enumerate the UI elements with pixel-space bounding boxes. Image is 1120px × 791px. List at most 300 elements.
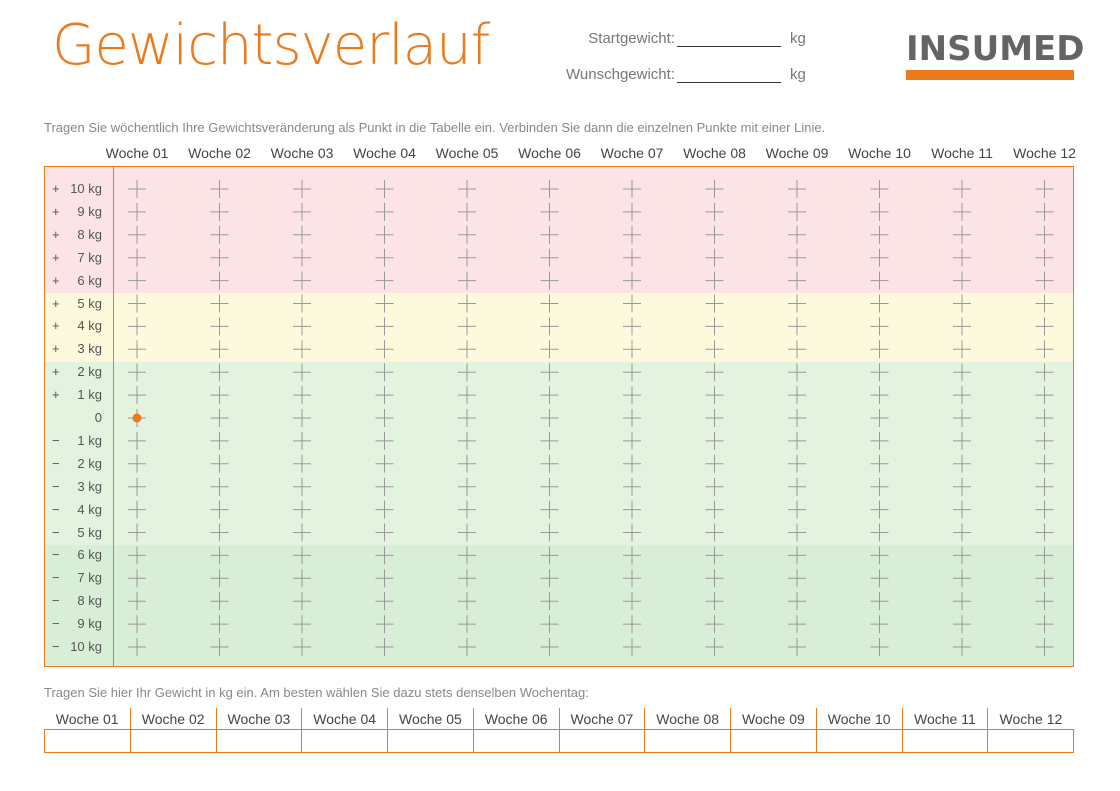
entry-weight-cell-4[interactable] (302, 730, 388, 753)
grid-plus-mark[interactable] (211, 272, 229, 290)
grid-plus-mark[interactable] (1036, 226, 1054, 244)
grid-plus-mark[interactable] (706, 638, 724, 656)
grid-plus-mark[interactable] (458, 501, 476, 519)
start-weight-label: Startgewicht: (588, 30, 675, 47)
grid-plus-mark[interactable] (1036, 340, 1054, 358)
grid-plus-mark[interactable] (376, 592, 394, 610)
row-label-value: 7 kg (77, 249, 102, 265)
grid-plus-mark[interactable] (953, 546, 971, 564)
grid-plus-mark[interactable] (871, 180, 889, 198)
grid-plus-mark[interactable] (788, 615, 806, 633)
entry-weight-cell-8[interactable] (645, 730, 731, 753)
grid-plus-mark[interactable] (706, 317, 724, 335)
grid-plus-mark[interactable] (1036, 569, 1054, 587)
grid-plus-mark[interactable] (1036, 478, 1054, 496)
grid-plus-mark[interactable] (706, 455, 724, 473)
chart-instruction: Tragen Sie wöchentlich Ihre Gewichtsveränderung als Punkt in die Tabelle ein. Verbinden Sie dann die einzelnen Punkte mit einer Linie. (44, 120, 826, 135)
grid-plus-mark[interactable] (1036, 524, 1054, 542)
grid-plus-mark[interactable] (376, 638, 394, 656)
grid-plus-mark[interactable] (871, 432, 889, 450)
grid-plus-mark[interactable] (128, 295, 146, 313)
grid-plus-mark[interactable] (953, 501, 971, 519)
grid-plus-mark[interactable] (128, 592, 146, 610)
grid-plus-mark[interactable] (871, 455, 889, 473)
week-header-8: Woche 08 (683, 145, 746, 161)
grid-plus-mark[interactable] (788, 317, 806, 335)
grid-plus-mark[interactable] (541, 409, 559, 427)
grid-plus-mark[interactable] (706, 295, 724, 313)
entry-week-header-6: Woche 06 (473, 708, 559, 730)
grid-plus-mark[interactable] (706, 432, 724, 450)
grid-plus-mark[interactable] (953, 478, 971, 496)
grid-plus-mark[interactable] (458, 317, 476, 335)
grid-plus-mark[interactable] (211, 615, 229, 633)
grid-plus-mark[interactable] (458, 386, 476, 404)
grid-plus-mark[interactable] (128, 249, 146, 267)
row-label-sign: − (52, 455, 60, 471)
grid-plus-mark[interactable] (706, 386, 724, 404)
grid-plus-mark[interactable] (211, 317, 229, 335)
grid-plus-mark[interactable] (706, 569, 724, 587)
grid-plus-mark[interactable] (541, 638, 559, 656)
grid-plus-mark[interactable] (953, 432, 971, 450)
grid-plus-mark[interactable] (706, 546, 724, 564)
grid-plus-mark[interactable] (293, 340, 311, 358)
grid-plus-mark[interactable] (788, 478, 806, 496)
grid-plus-mark[interactable] (376, 524, 394, 542)
page-title: Gewichtsverlauf (52, 13, 490, 78)
week-header-6: Woche 06 (518, 145, 581, 161)
grid-plus-mark[interactable] (871, 249, 889, 267)
grid-plus-mark[interactable] (623, 569, 641, 587)
row-label-sign: + (52, 249, 60, 265)
grid-plus-mark[interactable] (706, 478, 724, 496)
grid-plus-mark[interactable] (541, 295, 559, 313)
grid-plus-mark[interactable] (541, 546, 559, 564)
grid-plus-mark[interactable] (623, 478, 641, 496)
grid-plus-mark[interactable] (788, 524, 806, 542)
grid-plus-mark[interactable] (706, 524, 724, 542)
grid-plus-mark[interactable] (871, 226, 889, 244)
grid-plus-mark[interactable] (1036, 317, 1054, 335)
grid-plus-mark[interactable] (953, 363, 971, 381)
grid-plus-mark[interactable] (293, 478, 311, 496)
grid-plus-mark[interactable] (788, 501, 806, 519)
grid-plus-mark[interactable] (953, 295, 971, 313)
entry-weight-cell-9[interactable] (731, 730, 817, 753)
grid-plus-mark[interactable] (128, 455, 146, 473)
week-header-5: Woche 05 (435, 145, 499, 161)
grid-plus-mark[interactable] (788, 363, 806, 381)
grid-plus-mark[interactable] (623, 432, 641, 450)
grid-plus-mark[interactable] (458, 455, 476, 473)
row-label-value: 5 kg (77, 295, 102, 311)
grid-plus-mark[interactable] (871, 203, 889, 221)
grid-plus-mark[interactable] (1036, 295, 1054, 313)
grid-plus-mark[interactable] (1036, 249, 1054, 267)
grid-plus-mark[interactable] (953, 226, 971, 244)
row-label-sign: − (52, 593, 60, 609)
grid-plus-mark[interactable] (541, 501, 559, 519)
grid-plus-mark[interactable] (623, 363, 641, 381)
grid-plus-mark[interactable] (871, 295, 889, 313)
grid-plus-mark[interactable] (128, 569, 146, 587)
grid-plus-mark[interactable] (788, 295, 806, 313)
entry-week-header-12: Woche 12 (988, 708, 1074, 730)
grid-plus-mark[interactable] (293, 569, 311, 587)
grid-plus-mark[interactable] (293, 524, 311, 542)
row-label-value: 8 kg (77, 593, 102, 609)
grid-plus-mark[interactable] (1036, 363, 1054, 381)
grid-plus-mark[interactable] (541, 363, 559, 381)
grid-plus-mark[interactable] (128, 386, 146, 404)
grid-plus-mark[interactable] (293, 615, 311, 633)
grid-plus-mark[interactable] (458, 432, 476, 450)
grid-plus-mark[interactable] (871, 363, 889, 381)
grid-plus-mark[interactable] (211, 455, 229, 473)
grid-plus-mark[interactable] (293, 295, 311, 313)
grid-plus-mark[interactable] (458, 272, 476, 290)
grid-plus-mark[interactable] (541, 317, 559, 335)
grid-plus-mark[interactable] (541, 249, 559, 267)
grid-plus-mark[interactable] (211, 569, 229, 587)
grid-plus-mark[interactable] (788, 272, 806, 290)
grid-plus-mark[interactable] (293, 432, 311, 450)
grid-plus-mark[interactable] (293, 249, 311, 267)
grid-plus-mark[interactable] (871, 340, 889, 358)
grid-plus-mark[interactable] (128, 317, 146, 335)
grid-plus-mark[interactable] (541, 524, 559, 542)
grid-plus-mark[interactable] (376, 501, 394, 519)
entry-weight-cell-5[interactable] (388, 730, 474, 753)
grid-plus-mark[interactable] (953, 340, 971, 358)
grid-plus-mark[interactable] (458, 569, 476, 587)
grid-plus-mark[interactable] (293, 363, 311, 381)
grid-plus-mark[interactable] (1036, 386, 1054, 404)
week-header-7: Woche 07 (600, 145, 664, 161)
grid-plus-mark[interactable] (953, 638, 971, 656)
grid-plus-mark[interactable] (376, 432, 394, 450)
grid-plus-mark[interactable] (128, 615, 146, 633)
grid-plus-mark[interactable] (376, 569, 394, 587)
grid-plus-mark[interactable] (211, 524, 229, 542)
grid-plus-mark[interactable] (376, 272, 394, 290)
entry-weight-cell-11[interactable] (902, 730, 988, 753)
grid-plus-mark[interactable] (128, 546, 146, 564)
grid-plus-mark[interactable] (211, 638, 229, 656)
grid-plus-mark[interactable] (211, 409, 229, 427)
grid-plus-mark[interactable] (623, 317, 641, 335)
grid-plus-mark[interactable] (706, 363, 724, 381)
grid-plus-mark[interactable] (458, 226, 476, 244)
grid-plus-mark[interactable] (211, 295, 229, 313)
grid-plus-mark[interactable] (1036, 203, 1054, 221)
grid-plus-mark[interactable] (706, 180, 724, 198)
row-label-sign: + (52, 341, 60, 357)
grid-plus-mark[interactable] (128, 340, 146, 358)
grid-plus-mark[interactable] (541, 180, 559, 198)
grid-plus-mark[interactable] (458, 524, 476, 542)
grid-plus-mark[interactable] (458, 615, 476, 633)
grid-plus-mark[interactable] (293, 455, 311, 473)
row-label-value: 7 kg (77, 570, 102, 586)
grid-plus-mark[interactable] (211, 340, 229, 358)
week-header-9: Woche 09 (765, 145, 829, 161)
grid-plus-mark[interactable] (1036, 455, 1054, 473)
grid-plus-mark[interactable] (953, 272, 971, 290)
grid-plus-mark[interactable] (788, 409, 806, 427)
grid-plus-mark[interactable] (211, 592, 229, 610)
entry-week-header-4: Woche 04 (302, 708, 388, 730)
grid-plus-mark[interactable] (293, 386, 311, 404)
grid-plus-mark[interactable] (376, 340, 394, 358)
entry-week-header-1: Woche 01 (45, 708, 131, 730)
grid-plus-mark[interactable] (128, 432, 146, 450)
grid-plus-mark[interactable] (871, 546, 889, 564)
grid-plus-mark[interactable] (871, 272, 889, 290)
grid-plus-mark[interactable] (211, 203, 229, 221)
grid-plus-mark[interactable] (541, 592, 559, 610)
grid-plus-mark[interactable] (293, 546, 311, 564)
entry-weight-cell-6[interactable] (473, 730, 559, 753)
row-label-value: 8 kg (77, 226, 102, 242)
grid-plus-mark[interactable] (376, 363, 394, 381)
row-label-sign: − (52, 478, 60, 494)
grid-plus-mark[interactable] (1036, 546, 1054, 564)
grid-plus-mark[interactable] (788, 340, 806, 358)
grid-plus-mark[interactable] (458, 546, 476, 564)
grid-plus-mark[interactable] (293, 180, 311, 198)
grid-plus-mark[interactable] (623, 409, 641, 427)
grid-plus-mark[interactable] (623, 501, 641, 519)
grid-plus-mark[interactable] (458, 592, 476, 610)
entry-weight-cell-2[interactable] (130, 730, 216, 753)
grid-plus-mark[interactable] (376, 295, 394, 313)
grid-plus-mark[interactable] (376, 409, 394, 427)
grid-plus-mark[interactable] (541, 478, 559, 496)
grid-plus-mark[interactable] (541, 569, 559, 587)
grid-plus-mark[interactable] (706, 226, 724, 244)
grid-plus-mark[interactable] (623, 249, 641, 267)
grid-plus-mark[interactable] (128, 203, 146, 221)
grid-plus-mark[interactable] (1036, 409, 1054, 427)
grid-plus-mark[interactable] (376, 226, 394, 244)
grid-plus-mark[interactable] (458, 295, 476, 313)
grid-plus-mark[interactable] (211, 478, 229, 496)
grid-plus-mark[interactable] (788, 432, 806, 450)
grid-plus-mark[interactable] (293, 409, 311, 427)
grid-plus-mark[interactable] (458, 363, 476, 381)
grid-plus-mark[interactable] (211, 546, 229, 564)
grid-plus-mark[interactable] (293, 638, 311, 656)
grid-plus-mark[interactable] (376, 455, 394, 473)
grid-plus-mark[interactable] (1036, 615, 1054, 633)
grid-plus-mark[interactable] (541, 432, 559, 450)
grid-plus-mark[interactable] (211, 226, 229, 244)
grid-plus-mark[interactable] (623, 615, 641, 633)
grid-plus-mark[interactable] (458, 409, 476, 427)
grid-plus-mark[interactable] (128, 638, 146, 656)
grid-plus-mark[interactable] (788, 638, 806, 656)
grid-plus-mark[interactable] (706, 592, 724, 610)
grid-plus-mark[interactable] (458, 203, 476, 221)
row-label-sign: + (52, 181, 60, 196)
grid-plus-mark[interactable] (541, 615, 559, 633)
grid-plus-mark[interactable] (211, 386, 229, 404)
row-label-sign: − (52, 432, 60, 448)
grid-plus-mark[interactable] (458, 478, 476, 496)
grid-plus-mark[interactable] (128, 478, 146, 496)
entry-weight-cell-7[interactable] (559, 730, 645, 753)
grid-plus-mark[interactable] (1036, 432, 1054, 450)
grid-plus-mark[interactable] (541, 340, 559, 358)
grid-plus-mark[interactable] (623, 272, 641, 290)
grid-plus-mark[interactable] (293, 272, 311, 290)
grid-plus-mark[interactable] (1036, 272, 1054, 290)
grid-plus-mark[interactable] (706, 340, 724, 358)
grid-plus-mark[interactable] (376, 203, 394, 221)
row-label-sign: − (52, 501, 60, 517)
grid-plus-mark[interactable] (541, 272, 559, 290)
grid-plus-mark[interactable] (953, 203, 971, 221)
grid-plus-mark[interactable] (871, 524, 889, 542)
grid-plus-mark[interactable] (376, 615, 394, 633)
grid-plus-mark[interactable] (376, 546, 394, 564)
grid-plus-mark[interactable] (623, 592, 641, 610)
grid-plus-mark[interactable] (211, 501, 229, 519)
row-label-value: 6 kg (77, 272, 102, 288)
grid-plus-mark[interactable] (788, 569, 806, 587)
grid-plus-mark[interactable] (458, 638, 476, 656)
grid-plus-mark[interactable] (623, 386, 641, 404)
grid-plus-mark[interactable] (871, 501, 889, 519)
grid-plus-mark[interactable] (706, 409, 724, 427)
grid-plus-mark[interactable] (871, 478, 889, 496)
grid-plus-mark[interactable] (293, 317, 311, 335)
grid-plus-mark[interactable] (871, 592, 889, 610)
grid-plus-mark[interactable] (706, 249, 724, 267)
row-label-sign: − (52, 547, 60, 563)
grid-plus-mark[interactable] (706, 501, 724, 519)
grid-plus-mark[interactable] (706, 272, 724, 290)
grid-plus-mark[interactable] (128, 226, 146, 244)
grid-plus-mark[interactable] (623, 546, 641, 564)
entry-week-header-7: Woche 07 (559, 708, 645, 730)
grid-plus-mark[interactable] (376, 478, 394, 496)
grid-plus-mark[interactable] (623, 203, 641, 221)
entry-week-header-10: Woche 10 (816, 708, 902, 730)
grid-plus-mark[interactable] (706, 615, 724, 633)
grid-plus-mark[interactable] (871, 569, 889, 587)
grid-plus-mark[interactable] (1036, 638, 1054, 656)
grid-plus-mark[interactable] (953, 249, 971, 267)
grid-plus-mark[interactable] (871, 638, 889, 656)
grid-plus-mark[interactable] (376, 249, 394, 267)
grid-plus-mark[interactable] (211, 180, 229, 198)
grid-plus-mark[interactable] (623, 638, 641, 656)
grid-plus-mark[interactable] (623, 524, 641, 542)
grid-plus-mark[interactable] (128, 272, 146, 290)
grid-plus-mark[interactable] (706, 203, 724, 221)
grid-plus-mark[interactable] (541, 455, 559, 473)
grid-plus-mark[interactable] (788, 203, 806, 221)
grid-plus-mark[interactable] (953, 455, 971, 473)
week-header-4: Woche 04 (353, 145, 416, 161)
grid-plus-mark[interactable] (623, 180, 641, 198)
grid-plus-mark[interactable] (211, 432, 229, 450)
grid-plus-mark[interactable] (623, 295, 641, 313)
grid-plus-mark[interactable] (293, 203, 311, 221)
row-label-sign: + (52, 387, 60, 403)
grid-plus-mark[interactable] (458, 180, 476, 198)
grid-plus-mark[interactable] (1036, 592, 1054, 610)
grid-plus-mark[interactable] (1036, 501, 1054, 519)
grid-plus-mark[interactable] (128, 363, 146, 381)
grid-plus-mark[interactable] (871, 386, 889, 404)
row-label-sign: + (52, 295, 60, 311)
target-weight-label: Wunschgewicht: (566, 66, 675, 83)
entry-weight-cell-1[interactable] (45, 730, 131, 753)
grid-plus-mark[interactable] (953, 569, 971, 587)
grid-plus-mark[interactable] (211, 363, 229, 381)
grid-plus-mark[interactable] (293, 592, 311, 610)
grid-plus-mark[interactable] (623, 455, 641, 473)
grid-plus-mark[interactable] (458, 249, 476, 267)
grid-plus-mark[interactable] (788, 455, 806, 473)
row-label-value: 3 kg (77, 478, 102, 494)
grid-plus-mark[interactable] (128, 524, 146, 542)
grid-plus-mark[interactable] (623, 340, 641, 358)
grid-plus-mark[interactable] (871, 317, 889, 335)
grid-plus-mark[interactable] (1036, 180, 1054, 198)
grid-plus-mark[interactable] (788, 546, 806, 564)
grid-plus-mark[interactable] (788, 592, 806, 610)
grid-plus-mark[interactable] (953, 180, 971, 198)
grid-plus-mark[interactable] (953, 524, 971, 542)
grid-plus-mark[interactable] (788, 180, 806, 198)
grid-plus-mark[interactable] (953, 615, 971, 633)
grid-plus-mark[interactable] (788, 386, 806, 404)
grid-plus-mark[interactable] (128, 180, 146, 198)
grid-plus-mark[interactable] (293, 226, 311, 244)
grid-plus-mark[interactable] (953, 592, 971, 610)
grid-plus-mark[interactable] (376, 317, 394, 335)
grid-plus-mark[interactable] (623, 226, 641, 244)
grid-plus-mark[interactable] (376, 180, 394, 198)
row-label-sign: − (52, 616, 60, 632)
grid-plus-mark[interactable] (541, 226, 559, 244)
grid-plus-mark[interactable] (376, 386, 394, 404)
row-label-value: 10 kg (70, 181, 102, 196)
grid-plus-mark[interactable] (953, 409, 971, 427)
grid-plus-mark[interactable] (541, 386, 559, 404)
grid-plus-mark[interactable] (293, 501, 311, 519)
grid-plus-mark[interactable] (953, 386, 971, 404)
week-header-11: Woche 11 (931, 145, 993, 161)
entry-weight-cell-3[interactable] (216, 730, 302, 753)
grid-plus-mark[interactable] (458, 340, 476, 358)
entry-weight-cell-12[interactable] (988, 730, 1074, 753)
grid-plus-mark[interactable] (953, 317, 971, 335)
grid-plus-mark[interactable] (788, 249, 806, 267)
grid-plus-mark[interactable] (871, 409, 889, 427)
entry-weight-cell-10[interactable] (816, 730, 902, 753)
grid-plus-mark[interactable] (211, 249, 229, 267)
grid-plus-mark[interactable] (871, 615, 889, 633)
grid-plus-mark[interactable] (128, 501, 146, 519)
grid-plus-mark[interactable] (541, 203, 559, 221)
grid-plus-mark[interactable] (788, 226, 806, 244)
